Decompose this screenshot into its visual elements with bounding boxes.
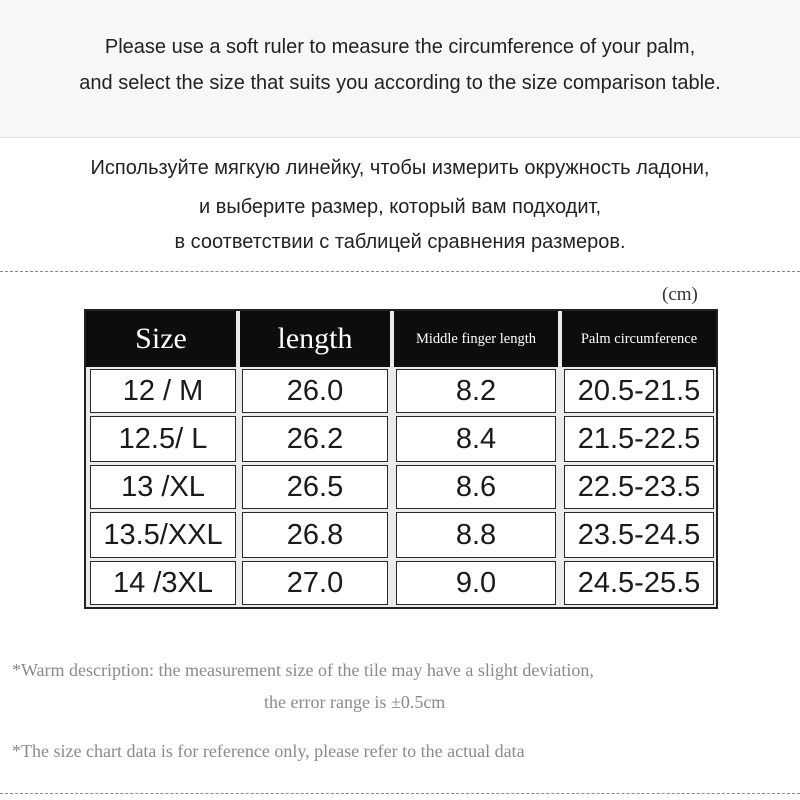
header-size bbox=[86, 311, 236, 367]
table-cell-palm: 24.5-25.5 bbox=[564, 561, 714, 605]
english-instruction-line-1: Please use a soft ruler to measure the circumference of your palm, bbox=[104, 36, 696, 58]
size-table bbox=[84, 309, 718, 609]
header-length bbox=[240, 311, 390, 367]
table-cell-middle-finger: 8.2 bbox=[396, 369, 556, 413]
unit-label: (cm) bbox=[662, 284, 698, 305]
table-cell-size: 12.5/ L bbox=[90, 416, 236, 462]
table-cell-size: 13.5/XXL bbox=[90, 512, 236, 558]
table-cell-palm: 23.5-24.5 bbox=[564, 512, 714, 558]
table-cell-palm: 21.5-22.5 bbox=[564, 416, 714, 462]
header-palm-circumference bbox=[562, 311, 716, 367]
table-cell-middle-finger: 9.0 bbox=[396, 561, 556, 605]
table-cell-length: 26.8 bbox=[242, 512, 388, 558]
english-instructions-band bbox=[0, 0, 800, 138]
warm-description-line-1: *Warm description: the measurement size of the tile may have a slight deviation, bbox=[12, 660, 594, 680]
table-cell-middle-finger: 8.8 bbox=[396, 512, 556, 558]
header-middle-finger-length bbox=[394, 311, 558, 367]
english-instruction-line-2: and select the size that suits you according to the size comparison table. bbox=[79, 72, 721, 94]
russian-instruction-line-1: Используйте мягкую линейку, чтобы измерить окружность ладони, bbox=[90, 157, 710, 179]
warm-description-line-2: the error range is ±0.5cm bbox=[264, 692, 446, 712]
header-length-label: length bbox=[277, 322, 353, 355]
header-palm-circumference-label: Palm circumference bbox=[580, 330, 698, 347]
reference-note: *The size chart data is for reference only, please refer to the actual data bbox=[12, 741, 525, 761]
table-cell-length: 26.0 bbox=[242, 369, 388, 413]
dashed-divider-bottom bbox=[0, 793, 800, 794]
table-cell-length: 26.2 bbox=[242, 416, 388, 462]
russian-instruction-line-3: в соответствии с таблицей сравнения размеров. bbox=[174, 231, 626, 253]
table-cell-length: 27.0 bbox=[242, 561, 388, 605]
table-cell-size: 12 / M bbox=[90, 369, 236, 413]
table-cell-palm: 20.5-21.5 bbox=[564, 369, 714, 413]
header-middle-finger-label: Middle finger length bbox=[415, 330, 536, 347]
table-cell-length: 26.5 bbox=[242, 465, 388, 509]
header-size-label: Size bbox=[135, 322, 187, 355]
dashed-divider-top bbox=[0, 271, 800, 272]
table-cell-middle-finger: 8.6 bbox=[396, 465, 556, 509]
table-cell-size: 14 /3XL bbox=[90, 561, 236, 605]
russian-instruction-line-2: и выберите размер, который вам подходит, bbox=[198, 196, 602, 218]
table-cell-middle-finger: 8.4 bbox=[396, 416, 556, 462]
table-cell-size: 13 /XL bbox=[90, 465, 236, 509]
table-cell-palm: 22.5-23.5 bbox=[564, 465, 714, 509]
